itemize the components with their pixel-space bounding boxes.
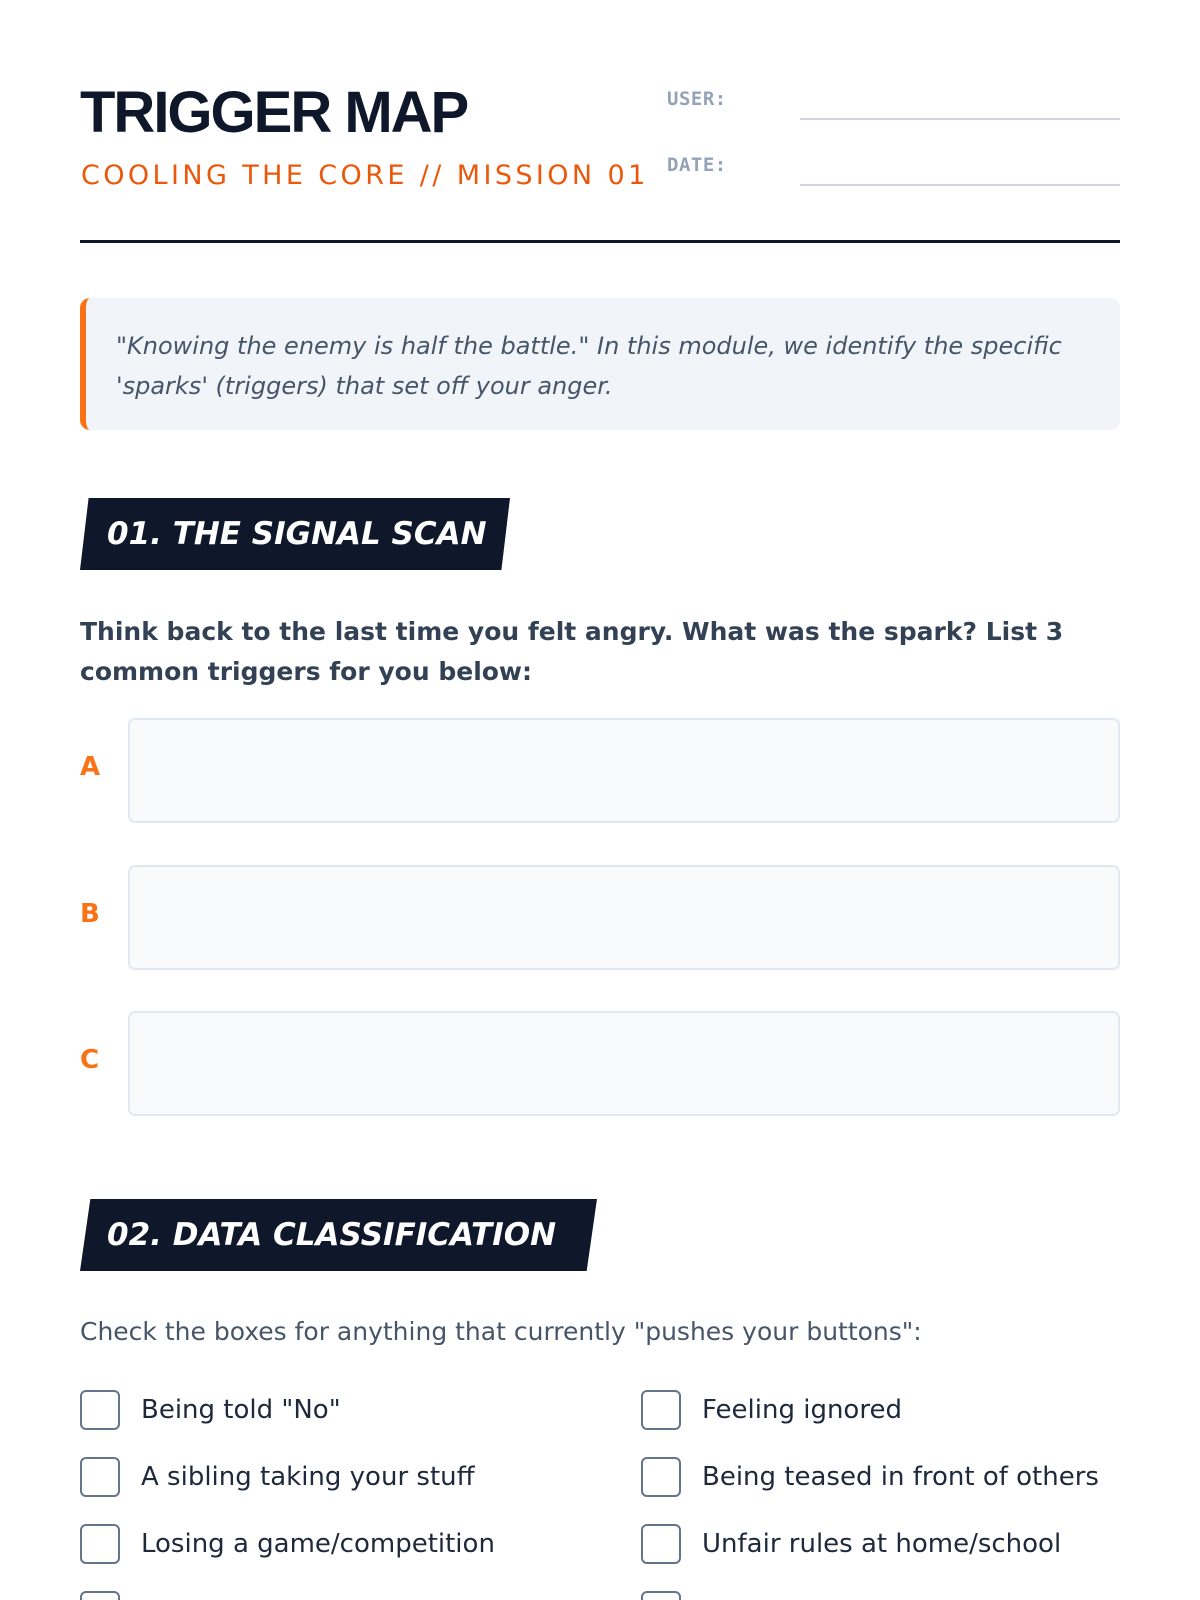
checkbox[interactable]	[641, 1524, 681, 1564]
trigger-row-b	[80, 865, 1120, 970]
trigger-row-c	[80, 1011, 1120, 1116]
user-field[interactable]	[667, 90, 1120, 120]
trigger-letter: A	[80, 752, 101, 782]
trigger-letter: B	[80, 899, 100, 929]
section-header-data-classification	[80, 1199, 597, 1271]
date-field[interactable]	[667, 156, 1120, 186]
checklist-label: Losing a game/competition	[141, 1529, 495, 1559]
section-header-signal-scan	[80, 498, 510, 570]
user-line[interactable]	[800, 118, 1120, 120]
trigger-input-a[interactable]	[128, 718, 1120, 823]
signal-scan-instruction: Think back to the last time you felt angry. What was the spark? List 3 common triggers for you below:	[80, 617, 1064, 686]
checkbox[interactable]	[80, 1524, 120, 1564]
checkbox[interactable]	[80, 1457, 120, 1497]
trigger-input-c[interactable]	[128, 1011, 1120, 1116]
quote-text: "Knowing the enemy is half the battle." In this module, we identify the specific 'sparks' (triggers) that set off your anger.	[116, 332, 1062, 400]
trigger-letter: C	[80, 1045, 100, 1075]
checklist-label: Being teased in front of others	[702, 1462, 1099, 1492]
checkbox[interactable]	[80, 1591, 120, 1600]
page-title: TRIGGER MAP	[80, 80, 468, 145]
intro-quote	[80, 298, 1120, 430]
section-title: 01. THE SIGNAL SCAN	[107, 516, 487, 552]
section-title: 02. DATA CLASSIFICATION	[107, 1217, 557, 1253]
header-divider	[80, 240, 1120, 243]
date-line[interactable]	[800, 184, 1120, 186]
user-label: USER:	[667, 88, 727, 110]
checkbox[interactable]	[80, 1390, 120, 1430]
trigger-input-b[interactable]	[128, 865, 1120, 970]
trigger-row-a	[80, 718, 1120, 823]
checklist-label: Unfair rules at home/school	[702, 1529, 1062, 1559]
checklist-label: Feeling ignored	[702, 1395, 902, 1425]
checkbox[interactable]	[641, 1390, 681, 1430]
checklist-label: A sibling taking your stuff	[141, 1462, 475, 1492]
checklist-label: Being told "No"	[141, 1395, 341, 1425]
checkbox[interactable]	[641, 1457, 681, 1497]
checkbox[interactable]	[641, 1591, 681, 1600]
page-subtitle: COOLING THE CORE // MISSION 01	[81, 160, 649, 191]
date-label: DATE:	[667, 154, 727, 176]
classification-instruction: Check the boxes for anything that currently "pushes your buttons":	[80, 1317, 922, 1346]
